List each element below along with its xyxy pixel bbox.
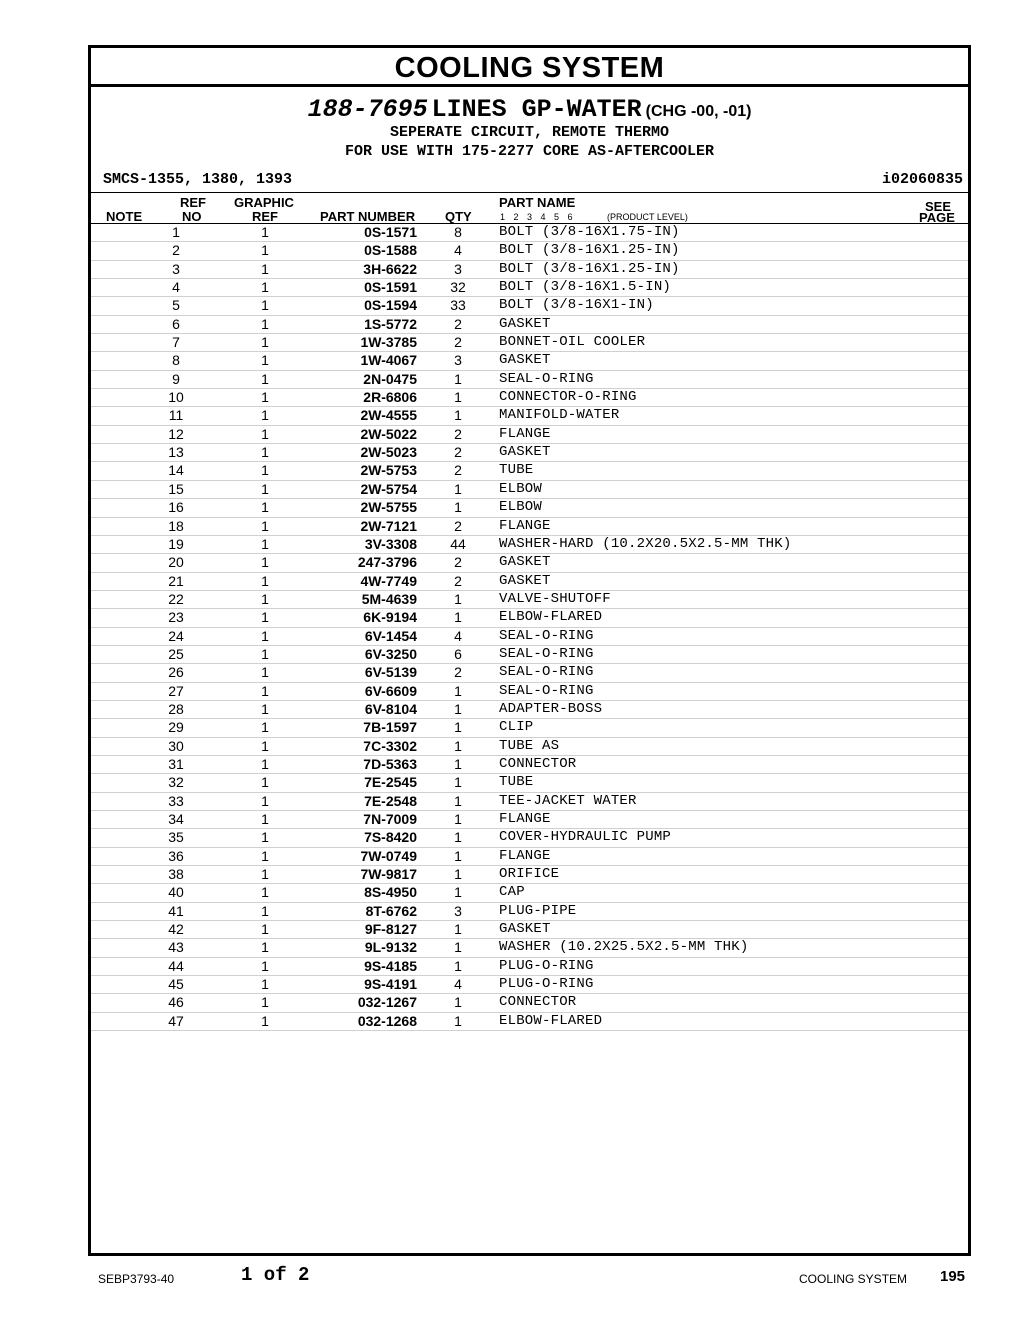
part-number-cell: 3H-6622 xyxy=(363,260,417,277)
qty-cell: 2 xyxy=(454,462,462,479)
part-number-cell: 032-1268 xyxy=(357,1012,417,1029)
part-name-cell: PLUG-PIPE xyxy=(499,902,577,919)
header-part-number: PART NUMBER xyxy=(320,209,416,224)
group-name: LINES GP-WATER xyxy=(431,95,642,124)
parts-table-body xyxy=(91,224,968,1031)
table-row xyxy=(91,719,968,737)
part-name-cell: FLANGE xyxy=(499,425,551,442)
parts-list-frame xyxy=(88,45,971,1256)
qty-cell: 1 xyxy=(454,939,462,956)
qty-cell: 2 xyxy=(454,315,462,332)
part-number-cell: 1S-5772 xyxy=(364,315,417,332)
group-number: 188-7695 xyxy=(307,95,428,124)
page-footer xyxy=(0,1262,1020,1292)
part-number-cell: 2W-5755 xyxy=(360,499,417,516)
table-row xyxy=(91,738,968,756)
table-row xyxy=(91,536,968,554)
ref-no-cell: 18 xyxy=(168,517,184,534)
ref-no-cell: 29 xyxy=(168,719,184,736)
qty-cell: 2 xyxy=(454,554,462,571)
graphic-ref-cell: 1 xyxy=(261,297,269,314)
illustration-id: i02060835 xyxy=(881,171,963,188)
table-row xyxy=(91,756,968,774)
qty-cell: 32 xyxy=(450,279,466,296)
graphic-ref-cell: 1 xyxy=(261,774,269,791)
qty-cell: 1 xyxy=(454,847,462,864)
qty-cell: 1 xyxy=(454,609,462,626)
part-name-cell: GASKET xyxy=(499,352,551,369)
ref-no-cell: 28 xyxy=(168,700,184,717)
part-name-cell: BOLT (3/8-16X1.25-IN) xyxy=(499,242,680,259)
part-name-cell: PLUG-O-RING xyxy=(499,957,594,974)
qty-cell: 1 xyxy=(454,737,462,754)
graphic-ref-cell: 1 xyxy=(261,847,269,864)
table-row xyxy=(91,371,968,389)
ref-no-cell: 47 xyxy=(168,1012,184,1029)
table-row xyxy=(91,903,968,921)
table-row xyxy=(91,242,968,260)
part-name-cell: TUBE xyxy=(499,774,534,791)
ref-no-cell: 43 xyxy=(168,939,184,956)
footer-section: COOLING SYSTEM xyxy=(799,1272,908,1286)
graphic-ref-cell: 1 xyxy=(261,517,269,534)
qty-cell: 4 xyxy=(454,976,462,993)
ref-no-cell: 4 xyxy=(172,279,180,296)
part-name-cell: PLUG-O-RING xyxy=(499,976,594,993)
qty-cell: 3 xyxy=(454,352,462,369)
part-name-cell: CONNECTOR xyxy=(499,994,577,1011)
graphic-ref-cell: 1 xyxy=(261,755,269,772)
graphic-ref-cell: 1 xyxy=(261,499,269,516)
ref-no-cell: 22 xyxy=(168,590,184,607)
table-row xyxy=(91,224,968,242)
part-number-cell: 1W-3785 xyxy=(360,334,417,351)
part-name-cell: TUBE AS xyxy=(499,737,560,754)
qty-cell: 6 xyxy=(454,645,462,662)
ref-no-cell: 26 xyxy=(168,664,184,681)
qty-cell: 2 xyxy=(454,425,462,442)
qty-cell: 2 xyxy=(454,334,462,351)
graphic-ref-cell: 1 xyxy=(261,902,269,919)
part-name-cell: FLANGE xyxy=(499,847,551,864)
table-row xyxy=(91,701,968,719)
qty-cell: 1 xyxy=(454,921,462,938)
qty-cell: 1 xyxy=(454,994,462,1011)
table-row xyxy=(91,554,968,572)
qty-cell: 4 xyxy=(454,627,462,644)
graphic-ref-cell: 1 xyxy=(261,700,269,717)
part-number-cell: 4W-7749 xyxy=(360,572,417,589)
part-number-cell: 7S-8420 xyxy=(364,829,417,846)
ref-no-cell: 15 xyxy=(168,480,184,497)
part-number-cell: 2W-5022 xyxy=(360,425,417,442)
ref-no-cell: 45 xyxy=(168,976,184,993)
ref-no-cell: 12 xyxy=(168,425,184,442)
footer-page-of: 1 of 2 xyxy=(241,1264,310,1286)
part-number-cell: 6K-9194 xyxy=(363,609,417,626)
part-name-cell: VALVE-SHUTOFF xyxy=(499,590,611,607)
part-name-cell: TEE-JACKET WATER xyxy=(499,792,637,809)
graphic-ref-cell: 1 xyxy=(261,407,269,424)
part-name-cell: MANIFOLD-WATER xyxy=(499,407,620,424)
ref-no-cell: 2 xyxy=(172,242,180,259)
graphic-ref-cell: 1 xyxy=(261,957,269,974)
part-number-cell: 8T-6762 xyxy=(365,902,417,919)
footer-doc-id: SEBP3793-40 xyxy=(98,1272,175,1286)
ref-no-cell: 20 xyxy=(168,554,184,571)
ref-no-cell: 9 xyxy=(172,370,180,387)
qty-cell: 1 xyxy=(454,370,462,387)
table-row xyxy=(91,444,968,462)
part-name-cell: WASHER-HARD (10.2X20.5X2.5-MM THK) xyxy=(499,535,792,552)
table-row xyxy=(91,994,968,1012)
part-number-cell: 2W-5023 xyxy=(360,444,417,461)
part-number-cell: 7N-7009 xyxy=(363,811,417,827)
qty-cell: 3 xyxy=(454,260,462,277)
part-number-cell: 6V-5139 xyxy=(364,664,417,681)
table-header xyxy=(91,193,968,224)
graphic-ref-cell: 1 xyxy=(261,1012,269,1029)
graphic-ref-cell: 1 xyxy=(261,884,269,901)
group-title xyxy=(91,96,968,123)
graphic-ref-cell: 1 xyxy=(261,939,269,956)
part-number-cell: 0S-1594 xyxy=(364,297,417,314)
part-name-cell: CLIP xyxy=(499,719,534,736)
group-subtitle-2: FOR USE WITH 175-2277 CORE AS-AFTERCOOLER xyxy=(344,143,715,160)
part-number-cell: 2W-4555 xyxy=(360,407,417,424)
graphic-ref-cell: 1 xyxy=(261,645,269,662)
header-product-levels: 1 2 3 4 5 6 xyxy=(500,212,573,222)
ref-no-cell: 32 xyxy=(168,774,184,791)
table-row xyxy=(91,573,968,591)
ref-no-cell: 23 xyxy=(168,609,184,626)
group-subtitle-1: SEPERATE CIRCUIT, REMOTE THERMO xyxy=(389,124,670,141)
table-row xyxy=(91,297,968,315)
qty-cell: 1 xyxy=(454,792,462,809)
part-name-cell: ELBOW-FLARED xyxy=(499,1012,603,1029)
header-see: SEE xyxy=(925,199,952,214)
qty-cell: 44 xyxy=(450,535,466,552)
qty-cell: 33 xyxy=(450,297,466,314)
part-number-cell: 6V-8104 xyxy=(364,700,417,717)
part-number-cell: 8S-4950 xyxy=(364,884,417,901)
qty-cell: 1 xyxy=(454,682,462,699)
ref-no-cell: 13 xyxy=(168,444,184,461)
part-number-cell: 9S-4185 xyxy=(364,957,417,974)
header-qty: QTY xyxy=(445,209,472,224)
table-row xyxy=(91,591,968,609)
ref-no-cell: 24 xyxy=(168,627,184,644)
ref-no-cell: 44 xyxy=(168,957,184,974)
ref-no-cell: 21 xyxy=(168,572,184,589)
part-number-cell: 7W-9817 xyxy=(360,866,417,883)
part-number-cell: 7E-2548 xyxy=(364,792,417,809)
graphic-ref-cell: 1 xyxy=(261,664,269,681)
part-name-cell: BOLT (3/8-16X1.75-IN) xyxy=(499,224,680,240)
graphic-ref-cell: 1 xyxy=(261,352,269,369)
part-name-cell: FLANGE xyxy=(499,811,551,827)
part-number-cell: 0S-1571 xyxy=(364,224,417,240)
ref-no-cell: 31 xyxy=(168,755,184,772)
ref-no-cell: 30 xyxy=(168,737,184,754)
qty-cell: 1 xyxy=(454,884,462,901)
graphic-ref-cell: 1 xyxy=(261,480,269,497)
part-number-cell: 6V-6609 xyxy=(364,682,417,699)
header-product-level-label: (PRODUCT LEVEL) xyxy=(607,212,688,222)
qty-cell: 2 xyxy=(454,444,462,461)
table-row xyxy=(91,1013,968,1031)
graphic-ref-cell: 1 xyxy=(261,242,269,259)
part-name-cell: WASHER (10.2X25.5X2.5-MM THK) xyxy=(499,939,749,956)
ref-no-cell: 42 xyxy=(168,921,184,938)
graphic-ref-cell: 1 xyxy=(261,554,269,571)
part-number-cell: 5M-4639 xyxy=(361,590,417,607)
graphic-ref-cell: 1 xyxy=(261,389,269,406)
ref-no-cell: 19 xyxy=(168,535,184,552)
graphic-ref-cell: 1 xyxy=(261,866,269,883)
part-name-cell: CAP xyxy=(499,884,525,901)
ref-no-cell: 3 xyxy=(172,260,180,277)
ref-no-cell: 35 xyxy=(168,829,184,846)
table-row xyxy=(91,481,968,499)
part-name-cell: BONNET-OIL COOLER xyxy=(499,334,646,351)
graphic-ref-cell: 1 xyxy=(261,334,269,351)
part-name-cell: ELBOW-FLARED xyxy=(499,609,603,626)
section-title: COOLING SYSTEM xyxy=(91,48,968,87)
table-row xyxy=(91,628,968,646)
qty-cell: 1 xyxy=(454,957,462,974)
table-row xyxy=(91,958,968,976)
ref-no-cell: 27 xyxy=(168,682,184,699)
graphic-ref-cell: 1 xyxy=(261,260,269,277)
part-name-cell: SEAL-O-RING xyxy=(499,370,594,387)
table-row xyxy=(91,793,968,811)
ref-no-cell: 46 xyxy=(168,994,184,1011)
table-row xyxy=(91,279,968,297)
part-name-cell: SEAL-O-RING xyxy=(499,682,594,699)
part-number-cell: 032-1267 xyxy=(357,994,417,1011)
table-row xyxy=(91,609,968,627)
group-change-level: (CHG -00, -01) xyxy=(645,103,752,120)
part-number-cell: 2R-6806 xyxy=(363,389,417,406)
qty-cell: 1 xyxy=(454,700,462,717)
graphic-ref-cell: 1 xyxy=(261,627,269,644)
ref-no-cell: 14 xyxy=(168,462,184,479)
part-name-cell: BOLT (3/8-16X1.5-IN) xyxy=(499,279,672,296)
ref-no-cell: 8 xyxy=(172,352,180,369)
table-row xyxy=(91,811,968,829)
ref-no-cell: 25 xyxy=(168,645,184,662)
part-number-cell: 9L-9132 xyxy=(364,939,417,956)
graphic-ref-cell: 1 xyxy=(261,425,269,442)
table-row xyxy=(91,774,968,792)
part-name-cell: GASKET xyxy=(499,444,551,461)
header-graphic-top: GRAPHIC xyxy=(234,195,294,210)
graphic-ref-cell: 1 xyxy=(261,224,269,240)
part-name-cell: SEAL-O-RING xyxy=(499,645,594,662)
part-number-cell: 3V-3308 xyxy=(364,535,417,552)
graphic-ref-cell: 1 xyxy=(261,719,269,736)
part-number-cell: 6V-3250 xyxy=(364,645,417,662)
qty-cell: 1 xyxy=(454,866,462,883)
graphic-ref-cell: 1 xyxy=(261,921,269,938)
table-row xyxy=(91,939,968,957)
table-row xyxy=(91,884,968,902)
qty-cell: 2 xyxy=(454,572,462,589)
table-row xyxy=(91,646,968,664)
table-row xyxy=(91,976,968,994)
graphic-ref-cell: 1 xyxy=(261,609,269,626)
qty-cell: 1 xyxy=(454,480,462,497)
ref-no-cell: 5 xyxy=(172,297,180,314)
ref-no-cell: 36 xyxy=(168,847,184,864)
graphic-ref-cell: 1 xyxy=(261,994,269,1011)
graphic-ref-cell: 1 xyxy=(261,279,269,296)
header-page: PAGE xyxy=(919,210,955,225)
part-number-cell: 7B-1597 xyxy=(363,719,417,736)
graphic-ref-cell: 1 xyxy=(261,535,269,552)
part-name-cell: ELBOW xyxy=(499,480,543,497)
qty-cell: 1 xyxy=(454,389,462,406)
graphic-ref-cell: 1 xyxy=(261,462,269,479)
part-name-cell: FLANGE xyxy=(499,517,551,534)
qty-cell: 1 xyxy=(454,499,462,516)
part-name-cell: COVER-HYDRAULIC PUMP xyxy=(499,829,672,846)
graphic-ref-cell: 1 xyxy=(261,682,269,699)
part-number-cell: 7W-0749 xyxy=(360,847,417,864)
graphic-ref-cell: 1 xyxy=(261,315,269,332)
ref-no-cell: 1 xyxy=(172,224,180,240)
part-name-cell: ORIFICE xyxy=(499,866,560,883)
part-number-cell: 6V-1454 xyxy=(364,627,417,644)
header-note: NOTE xyxy=(106,209,143,224)
header-graphic-bottom: REF xyxy=(252,209,278,224)
smcs-codes: SMCS-1355, 1380, 1393 xyxy=(103,171,293,188)
graphic-ref-cell: 1 xyxy=(261,829,269,846)
footer-page-number: 195 xyxy=(940,1268,966,1285)
table-row xyxy=(91,499,968,517)
table-row xyxy=(91,462,968,480)
ref-no-cell: 40 xyxy=(168,884,184,901)
part-name-cell: ADAPTER-BOSS xyxy=(499,700,603,717)
part-number-cell: 2W-5754 xyxy=(360,480,417,497)
qty-cell: 3 xyxy=(454,902,462,919)
graphic-ref-cell: 1 xyxy=(261,737,269,754)
part-name-cell: SEAL-O-RING xyxy=(499,627,594,644)
graphic-ref-cell: 1 xyxy=(261,792,269,809)
part-number-cell: 0S-1591 xyxy=(364,279,417,296)
part-name-cell: BOLT (3/8-16X1.25-IN) xyxy=(499,260,680,277)
qty-cell: 1 xyxy=(454,719,462,736)
part-number-cell: 0S-1588 xyxy=(364,242,417,259)
part-number-cell: 7E-2545 xyxy=(364,774,417,791)
part-number-cell: 7D-5363 xyxy=(363,755,417,772)
ref-no-cell: 11 xyxy=(168,407,184,424)
part-number-cell: 247-3796 xyxy=(357,554,417,571)
table-row xyxy=(91,334,968,352)
qty-cell: 2 xyxy=(454,664,462,681)
graphic-ref-cell: 1 xyxy=(261,444,269,461)
ref-no-cell: 6 xyxy=(172,315,180,332)
graphic-ref-cell: 1 xyxy=(261,572,269,589)
ref-no-cell: 16 xyxy=(168,499,184,516)
ref-no-cell: 38 xyxy=(168,866,184,883)
graphic-ref-cell: 1 xyxy=(261,370,269,387)
table-row xyxy=(91,683,968,701)
qty-cell: 1 xyxy=(454,590,462,607)
part-number-cell: 2N-0475 xyxy=(363,370,417,387)
part-name-cell: ELBOW xyxy=(499,499,543,516)
part-number-cell: 9S-4191 xyxy=(364,976,417,993)
part-name-cell: CONNECTOR xyxy=(499,755,577,772)
smcs-row xyxy=(91,170,968,193)
table-row xyxy=(91,829,968,847)
table-row xyxy=(91,921,968,939)
part-name-cell: SEAL-O-RING xyxy=(499,664,594,681)
qty-cell: 2 xyxy=(454,517,462,534)
part-name-cell: BOLT (3/8-16X1-IN) xyxy=(499,297,654,314)
table-row xyxy=(91,426,968,444)
ref-no-cell: 10 xyxy=(168,389,184,406)
qty-cell: 1 xyxy=(454,774,462,791)
qty-cell: 1 xyxy=(454,755,462,772)
table-row xyxy=(91,352,968,370)
part-name-cell: GASKET xyxy=(499,572,551,589)
table-row xyxy=(91,866,968,884)
qty-cell: 1 xyxy=(454,829,462,846)
table-row xyxy=(91,316,968,334)
qty-cell: 1 xyxy=(454,811,462,827)
qty-cell: 4 xyxy=(454,242,462,259)
ref-no-cell: 34 xyxy=(168,811,184,827)
table-row xyxy=(91,518,968,536)
graphic-ref-cell: 1 xyxy=(261,590,269,607)
table-row xyxy=(91,848,968,866)
table-row xyxy=(91,389,968,407)
ref-no-cell: 41 xyxy=(168,902,184,919)
qty-cell: 1 xyxy=(454,1012,462,1029)
table-row xyxy=(91,261,968,279)
graphic-ref-cell: 1 xyxy=(261,976,269,993)
part-number-cell: 1W-4067 xyxy=(360,352,417,369)
header-ref-top-text: REF xyxy=(180,195,206,210)
qty-cell: 1 xyxy=(454,407,462,424)
part-name-cell: TUBE xyxy=(499,462,534,479)
table-row xyxy=(91,407,968,425)
part-name-cell: GASKET xyxy=(499,921,551,938)
qty-cell: 8 xyxy=(454,224,462,240)
part-name-cell: CONNECTOR-O-RING xyxy=(499,389,637,406)
ref-no-cell: 7 xyxy=(172,334,180,351)
header-part-name: PART NAME xyxy=(499,195,576,210)
part-name-cell: GASKET xyxy=(499,554,551,571)
header-ref-bottom: NO xyxy=(182,209,202,224)
part-name-cell: GASKET xyxy=(499,315,551,332)
ref-no-cell: 33 xyxy=(168,792,184,809)
part-number-cell: 9F-8127 xyxy=(364,921,417,938)
table-row xyxy=(91,664,968,682)
graphic-ref-cell: 1 xyxy=(261,811,269,827)
part-number-cell: 7C-3302 xyxy=(363,737,417,754)
part-number-cell: 2W-5753 xyxy=(360,462,417,479)
part-number-cell: 2W-7121 xyxy=(360,517,417,534)
